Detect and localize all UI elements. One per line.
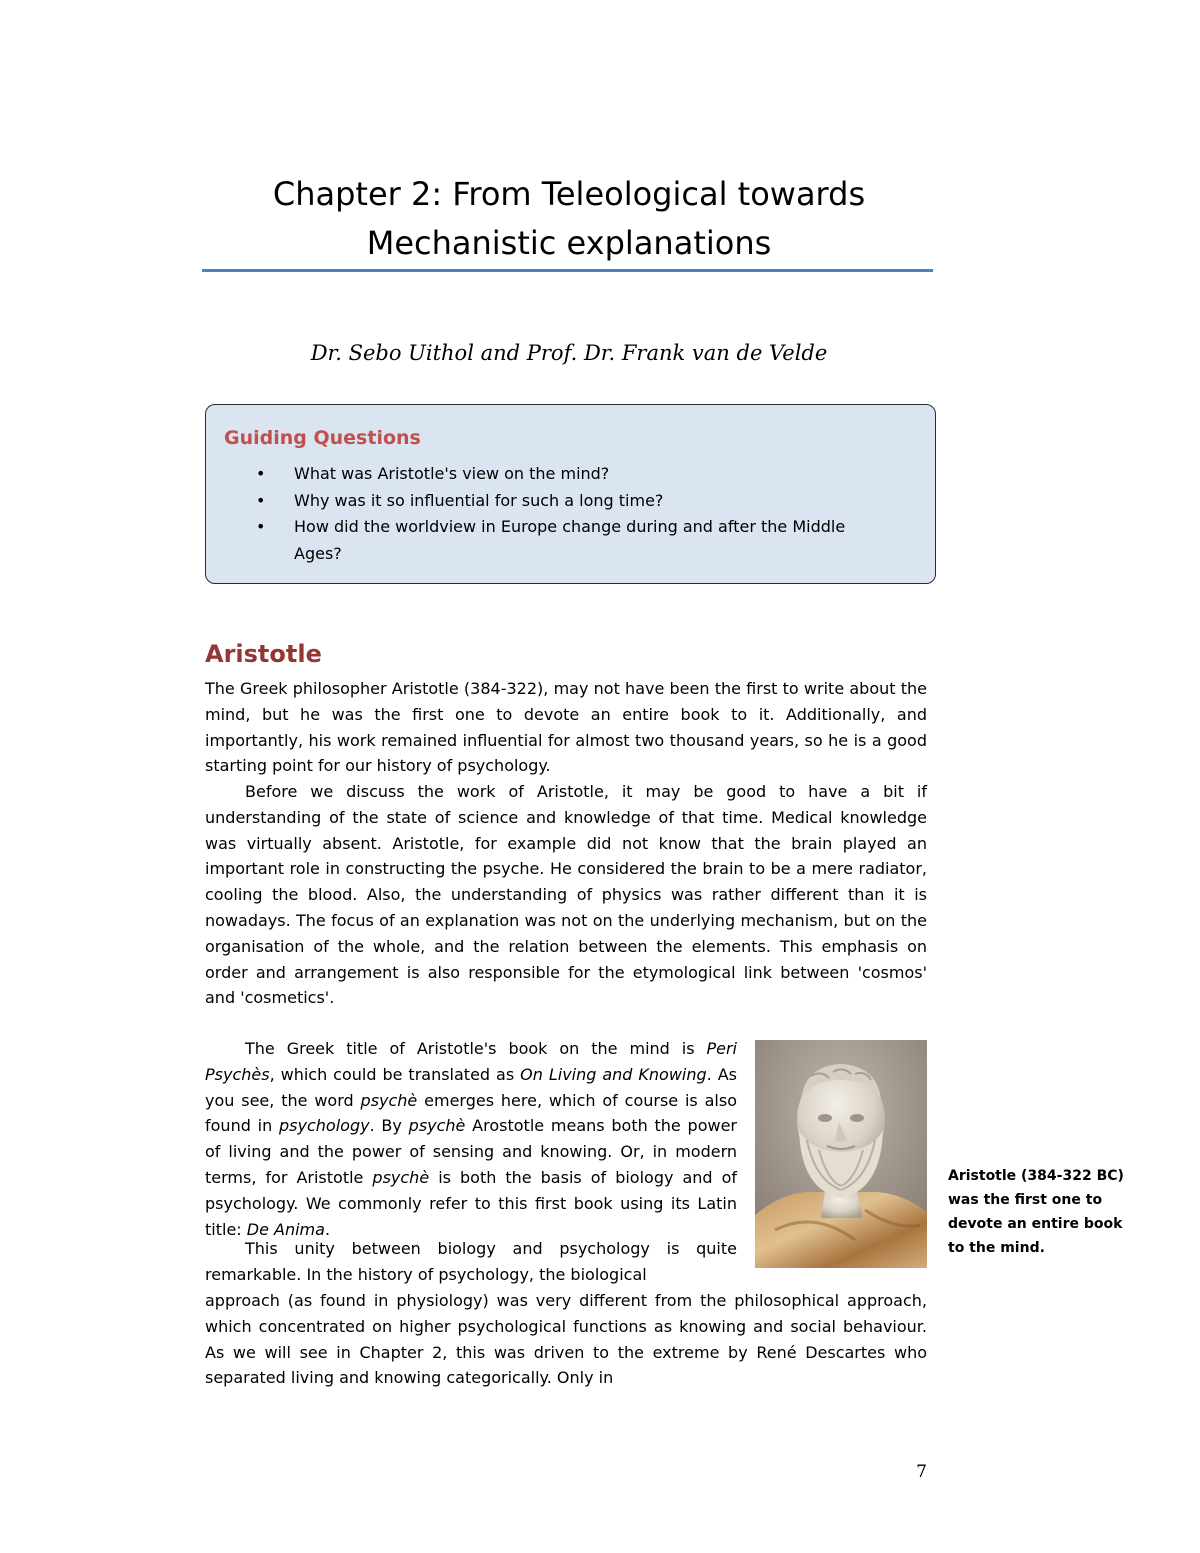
bust-icon xyxy=(755,1040,927,1268)
emphasis: De Anima xyxy=(246,1219,325,1239)
emphasis: Peri Psychès xyxy=(205,1039,737,1084)
guiding-questions-box xyxy=(205,404,936,584)
paragraph-3: The Greek title of Aristotle's book on the mind is Peri Psychès, which could be translated as On Living and Knowing. As you see, the word psychè emerges here, which of course is also found in psychology. By psychè Arostotle means both the power of living and the power of sensing and knowing. Or, in modern terms, for Aristotle psychè is both the basis of biology and of psychology. We commonly refer to this first book using its Latin title: De Anima. xyxy=(205,1039,738,1239)
title-underline xyxy=(202,269,933,272)
guiding-question-text: What was Aristotle's view on the mind? xyxy=(294,464,610,483)
emphasis: psychè xyxy=(360,1090,418,1110)
chapter-title-line-2: Mechanistic explanations xyxy=(366,224,772,262)
chapter-title xyxy=(205,170,933,268)
emphasis: psychè xyxy=(372,1167,430,1187)
paragraph-4-start: This unity between biology and psychology is quite remarkable. In the history of psychology, the biological xyxy=(205,1239,737,1284)
aristotle-bust-image xyxy=(755,1040,927,1268)
bullet-icon: • xyxy=(256,517,266,536)
guiding-questions-list xyxy=(256,461,876,567)
guiding-question-text: Why was it so influential for such a long time? xyxy=(294,490,664,510)
section-heading: Aristotle xyxy=(205,640,322,668)
authors: Dr. Sebo Uithol and Prof. Dr. Frank van de Velde xyxy=(310,341,828,365)
page-number: 7 xyxy=(916,1462,927,1482)
figure-caption: Aristotle (384-322 BC) was the first one to devote an entire book to the mind. xyxy=(948,1168,1124,1256)
guiding-question-item xyxy=(256,488,876,515)
guiding-question-item xyxy=(256,461,876,488)
emphasis: psychè xyxy=(408,1116,466,1136)
bullet-icon: • xyxy=(256,464,266,483)
paragraph-1: The Greek philosopher Aristotle (384-322), may not have been the first to write about the mind, but he was the first one to devote an entire book to it. Additionally, and importantly, his work remained influential for almost two thousand years, so he is a good starting point for our history of psychology. xyxy=(205,679,927,776)
emphasis: On Living and Knowing xyxy=(520,1064,707,1084)
paragraph-4-continued: approach (as found in physiology) was very different from the philosophical approach, which concentrated on higher psychological functions as knowing and social behaviour. As we will see in Chapter 2, this was driven to the extreme by René Descartes who separated living and knowing categorically. Only in xyxy=(205,1291,927,1388)
chapter-title-line-1: Chapter 2: From Teleological towards xyxy=(272,175,866,213)
guiding-questions-heading: Guiding Questions xyxy=(224,427,421,449)
paragraph-2: Before we discuss the work of Aristotle, it may be good to have a bit if understanding of the state of science and knowledge of that time. Medical knowledge was virtually absent. Aristotle, for example did not know that the brain played an important role in constructing the psyche. He considered the brain to be a mere radiator, cooling the blood. Also, the understanding of physics was rather different than it is nowadays. The focus of an explanation was not on the underlying mechanism, but on the organisation of the whole, and the relation between the elements. This emphasis on order and arrangement is also responsible for the etymological link between 'cosmos' and 'cosmetics'. xyxy=(205,782,927,1008)
emphasis: psychology xyxy=(279,1116,370,1136)
guiding-question-item xyxy=(256,514,876,567)
guiding-question-text: How did the worldview in Europe change during and after the Middle Ages? xyxy=(294,517,846,563)
bullet-icon: • xyxy=(256,490,266,510)
